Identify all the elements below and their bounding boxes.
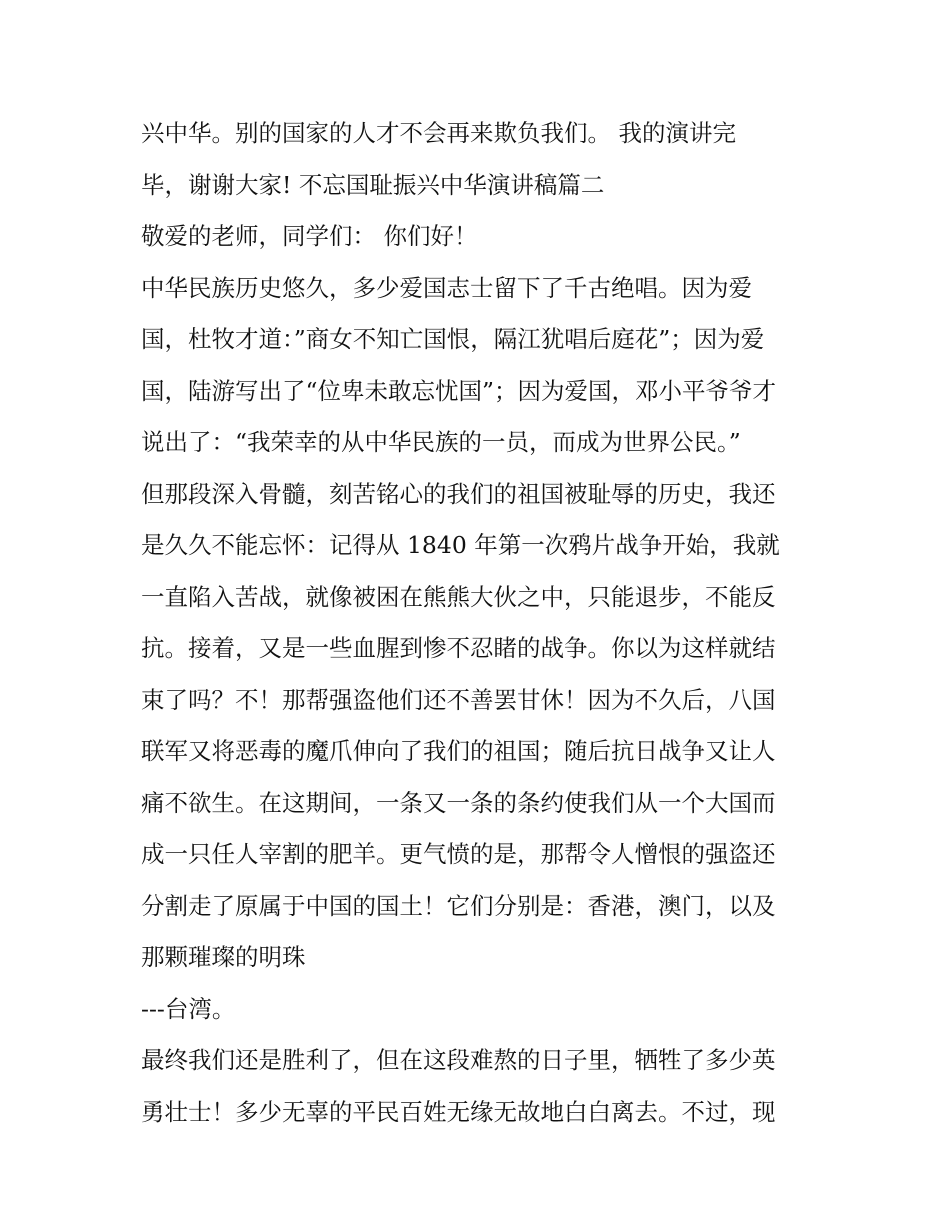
text-line-4: 中华民族历史悠久，多少爱国志士留下了千古绝唱。因为爱 <box>141 273 752 302</box>
text-line-6: 国，陆游写出了“位卑未敢忘忧国”；因为爱国，邓小平爷爷才 <box>141 376 777 405</box>
text-line-19: 最终我们还是胜利了，但在这段难熬的日子里，牺牲了多少英 <box>141 1046 776 1074</box>
text-line-15: 成一只任人宰割的肥羊。更气愤的是，那帮令人憎恨的强盗还 <box>141 840 776 868</box>
text-line-17: 那颗璀璨的明珠 <box>141 943 306 971</box>
text-line-8: 但那段深入骨髓，刻苦铭心的我们的祖国被耻辱的历史，我还 <box>141 479 776 508</box>
text-line-1: 兴中华。别的国家的人才不会再来欺负我们。 我的演讲完 <box>141 119 736 147</box>
text-line-20: 勇壮士！多少无辜的平民百姓无缘无故地白白离去。不过，现 <box>141 1097 776 1126</box>
text-line-5: 国，杜牧才道：”商女不知亡国恨，隔江犹唱后庭花”；因为爱 <box>141 325 765 353</box>
text-line-13: 联军又将恶毒的魔爪伸向了我们的祖国；随后抗日战争又让人 <box>141 737 776 765</box>
text-line-16: 分割走了原属于中国的国土！它们分别是：香港，澳门，以及 <box>141 891 776 920</box>
text-line-7: 说出了：“我荣幸的从中华民族的一员，而成为世界公民。” <box>141 428 741 456</box>
text-line-10: 一直陷入苦战，就像被困在熊熊大伙之中，只能退步，不能反 <box>141 582 776 611</box>
body-text <box>141 108 831 1138</box>
text-line-2: 毕，谢谢大家! 不忘国耻振兴中华演讲稿篇二 <box>141 170 605 199</box>
text-line-18: ---台湾。 <box>141 994 236 1023</box>
text-line-12: 束了吗？不！那帮强盗他们还不善罢甘休！因为不久后，八国 <box>141 685 776 714</box>
text-line-3: 敬爱的老师，同学们： 你们好！ <box>141 222 478 250</box>
text-line-9: 是久久不能忘怀：记得从 1840 年第一次鸦片战争开始，我就 <box>141 531 780 559</box>
text-line-14: 痛不欲生。在这期间，一条又一条的条约使我们从一个大国而 <box>141 788 776 817</box>
text-line-11: 抗。接着，又是一些血腥到惨不忍睹的战争。你以为这样就结 <box>141 634 776 662</box>
